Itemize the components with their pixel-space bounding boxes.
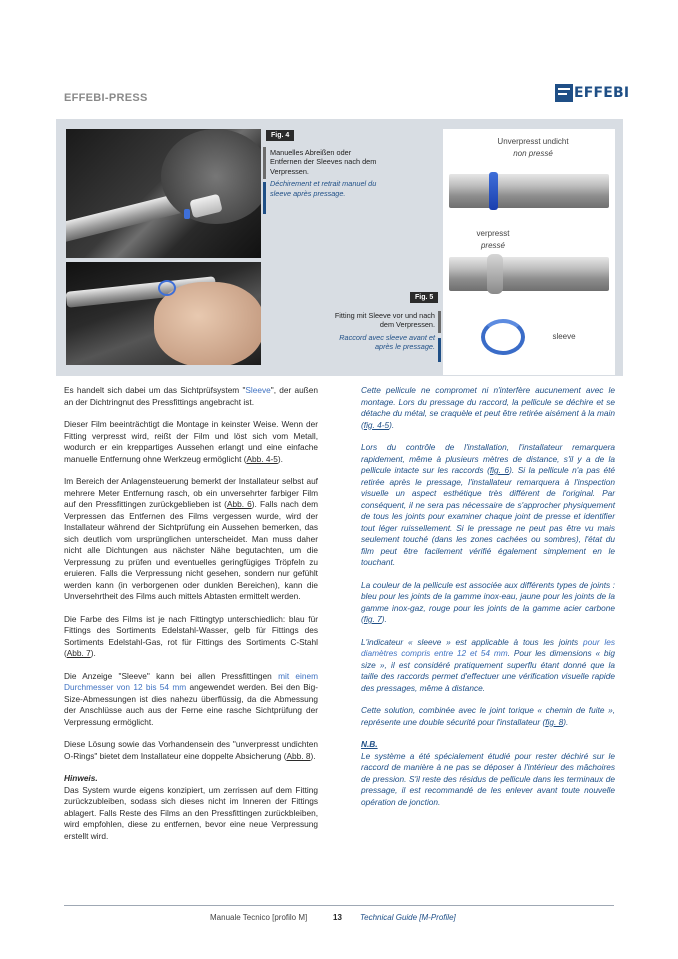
document-header-title: EFFEBI-PRESS [64, 92, 148, 104]
paragraph: Die Anzeige "Sleeve" kann bei allen Pressfittingen mit einem Durchmesser von 12 bis 54 mm angewendet werden. Bei den Big-Size-Abmessungen ist dies nahezu überflüssig, da die Abmessung der Anschlüsse auch aus der Ferne eine rasche Sichtprüfung der Verpressung ermöglicht. [64, 670, 318, 727]
fig5-caption-bar-de [438, 311, 441, 333]
note-heading: Hinweis. [64, 773, 98, 783]
footer-divider [64, 905, 614, 906]
paragraph: Cette solution, combinée avec le joint torique « chemin de fuite », représente une double sécurité pour l'installateur (fig. 8). [361, 705, 615, 727]
paragraph: Dieser Film beeinträchtigt die Montage in keinster Weise. Wenn der Fitting verpresst wird, reißt der Film und löst sich vom Metall, wodurch er ein kreppartiges Aussehen erlangt und eine einfache manuelle Entfernung ohne Werkzeug ermöglicht (Abb. 4-5). [64, 419, 318, 464]
fig4-caption [270, 148, 378, 198]
paragraph: Diese Lösung sowie das Vorhandensein des "unverpresst undichten O-Rings" bietet dem Installateur eine doppelte Absicherung (Abb. 8). [64, 739, 318, 761]
label-unpressed-de: Unverpresst undicht [497, 137, 569, 146]
footer-guide-title: Technical Guide [M-Profile] [360, 913, 456, 922]
paragraph: L'indicateur « sleeve » est applicable à tous les joints pour les diamètres compris entre 12 et 54 mm. Pour les dimensions « big size », il est considéré pratiquement superflu étant donné que la taille des raccords permet d'effectuer une vérification visuelle rapide des pressages, même à distance. [361, 636, 615, 693]
fig5-photo-panel [443, 129, 615, 375]
fig5-caption-de: Fitting mit Sleeve vor und nach dem Verpressen. [334, 311, 435, 330]
note-heading: N.B. [361, 739, 378, 749]
footer-manual-title: Manuale Tecnico [profilo M] [210, 913, 308, 922]
figure-reference-link[interactable]: Abb. 4-5 [246, 453, 278, 464]
paragraph: Le système a été spécialement étudié pour rester déchiré sur le raccord de manière à ne pas se déposer à l'intérieur des mâchoires de pression. S'il reste des résidus de pellicule dans les terminaux de pressage, il est recommandé de les enlever avant toute nouvelle opération de jonction. [361, 750, 615, 807]
label-sleeve: sleeve [552, 332, 576, 341]
fig4-tag: Fig. 4 [266, 130, 294, 141]
fig5-caption-fr: Raccord avec sleeve avant et après le pressage. [339, 332, 435, 352]
figure-reference-link[interactable]: Abb. 8 [286, 750, 311, 761]
fig4-photo-bottom [66, 262, 261, 365]
paragraph: Das System wurde eigens konzipiert, um zerrissen auf dem Fitting zurückzubleiben, sodass sich dieses nicht im Inneren der Fittings ablagert. Falls Reste des Films an den Pressfittingen zurückbleiben, wird empfohlen, diese zu entfernen, bevor eine neue Verpressung erstellt wird. [64, 784, 318, 841]
fig4-caption-bar-fr [263, 182, 266, 214]
paragraph: Die Farbe des Films ist je nach Fittingtyp unterschiedlich: blau für Fittings des Sortiments Edelstahl-Wasser, gelb für Fittings des Sortiments Edelstahl-Gas, rot für Fittings des Sortiments C-Stahl (Abb. 7). [64, 613, 318, 658]
label-unpressed-fr: non pressé [513, 149, 553, 158]
figure-reference-link[interactable]: fig. 4-5 [363, 419, 390, 430]
fitting-unpressed [449, 174, 609, 208]
fig5-tag: Fig. 5 [410, 292, 438, 303]
figure-reference-link[interactable]: Abb. 6 [226, 499, 252, 509]
logo-text: EFFEBI [574, 85, 630, 101]
label-pressed-de: verpresst [476, 229, 510, 238]
page-number: 13 [333, 913, 342, 922]
paragraph: Cette pellicule ne compromet ni n'interfère aucunement avec le montage. Lors du pressage du raccord, la pellicule se déchire et se détache du métal, se craquèle et peut être retirée aisément à la main (fig. 4-5). [361, 385, 615, 430]
text-column-fr [361, 385, 615, 819]
fitting-pressed [449, 257, 609, 291]
fig4-caption-de: Manuelles Abreißen oder Entfernen der Sleeves nach dem Verpressen. [270, 148, 377, 176]
press-bead [487, 254, 503, 294]
figure-reference-link[interactable]: fig. 7 [363, 614, 382, 624]
fig5-caption-bar-fr [438, 338, 441, 362]
figure-reference-link[interactable]: Abb. 7 [66, 648, 91, 658]
label-pressed-fr: pressé [480, 241, 505, 250]
logo-mark-icon [555, 84, 573, 102]
fig4-photo-top [66, 129, 261, 258]
figure-reference-link[interactable]: fig. 8 [545, 716, 564, 727]
paragraph: Im Bereich der Anlagensteuerung bemerkt der Installateur selbst auf mehrere Meter Entfernung rasch, ob ein unversehrter farbiger Film auf den Pressfittingen zurückgeblieben ist (Abb. 6). Falls nach dem Verpressen das Entfernen des Films vergessen wurde, wird der Installateur während der Sichtprüfung ein Aussehen bemerken, das sich deutlich vom ursprünglichen unterscheidet. Man muss daher nicht alle Dichtungen aus nächster Nähe begutachten, um die Verpressung zu prüfen und eventuelles geringfügiges Tröpfeln zu eruieren. Falls die Verpressung nicht gesehen, sondern nur gefühlt werden kann (in verborgenen oder dunklen Bereichen), kann die Unversehrtheit des Films auch mittels Abtasten ermittelt werden. [64, 476, 318, 601]
paragraph: Es handelt sich dabei um das Sichtprüfsystem "Sleeve", der außen an der Dichtringnut des Pressfittings angebracht ist. [64, 385, 318, 407]
sleeve-band-unpressed [489, 172, 498, 210]
brand-logo [555, 82, 629, 104]
paragraph: La couleur de la pellicule est associée aux différents types de joints : bleu pour les joints de la gamme inox-eau, jaune pour les joints de la gamme inox-gaz, rouge pour les joints de la gamme acier carbone (fig. 7). [361, 579, 615, 624]
paragraph: Lors du contrôle de l'installation, l'installateur remarquera rapidement, même à plusieurs mètres de distance, s'il y a de la pellicule intacte sur les raccords (fig. 6). Si la pellicule n'a pas été retirée après le pressage, l'installateur remarquera à l'inspection visuelle un aspect esthétique très différent de l'original. Par conséquent, il ne sera pas nécessaire de s'approcher physiquement de tous les joints pour examiner chaque joint de presse et identifier tout léger ruissellement. Si le pressage ne peut pas être vu mais seulement touché (dans les zones cachées ou sombres), l'état du film peut être facilement vérifié également simplement en le touchant. [361, 442, 615, 567]
fig4-caption-fr: Déchirement et retrait manuel du sleeve après pressage. [270, 179, 377, 198]
figure-reference-link[interactable]: fig. 6 [489, 465, 510, 475]
sleeve-icon [481, 319, 525, 355]
fig4-caption-bar-de [263, 147, 266, 179]
fig5-caption [330, 311, 435, 352]
text-column-de [64, 385, 318, 853]
